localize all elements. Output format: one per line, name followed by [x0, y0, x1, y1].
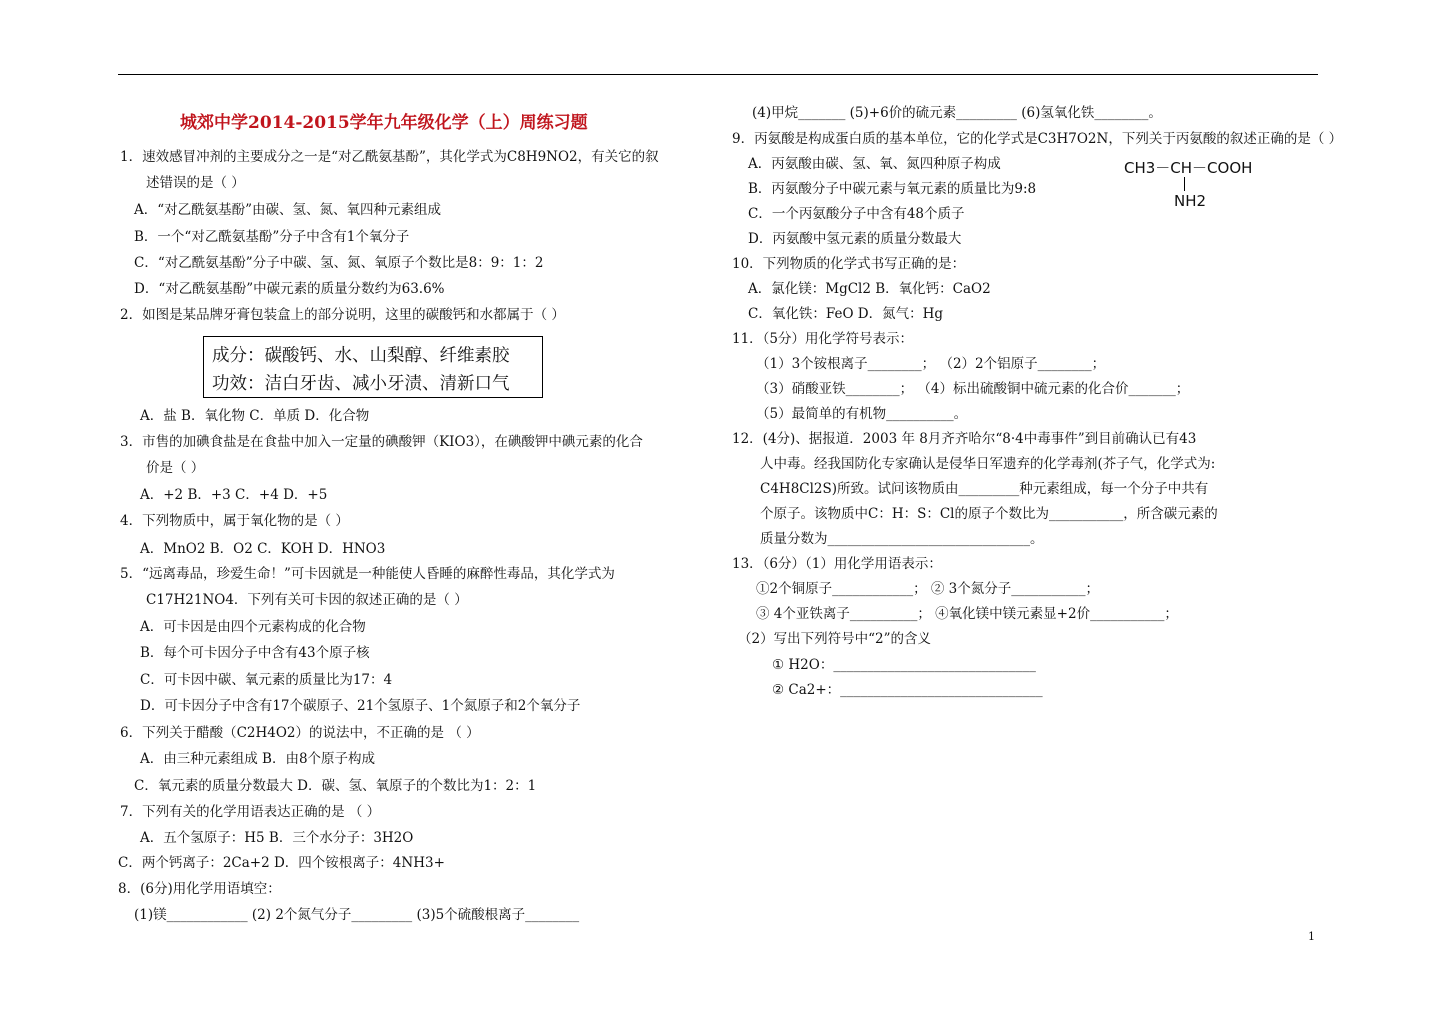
- q1-option-c: C．“对乙酰氨基酚”分子中碳、氢、氮、氧原子个数比是8：9：1：2: [134, 255, 544, 271]
- q6-options-ab: A．由三种元素组成 B．由8个原子构成: [140, 751, 376, 767]
- q5-stem: 5．“远离毒品，珍爱生命！”可卡因就是一种能使人昏睡的麻醉性毒品，其化学式为: [120, 566, 615, 582]
- q10-options-ab: A．氯化镁：MgCl2 B．氧化钙：CaO2: [748, 281, 991, 297]
- alanine-amino-group: NH2: [1174, 192, 1207, 210]
- q13-blanks-2: ③ 4个亚铁离子__________； ④氧化镁中镁元素显+2价___________；: [756, 606, 1178, 622]
- q13-stem: 13．（6分）（1）用化学用语表示：: [732, 556, 942, 572]
- header-rule: [118, 74, 1318, 75]
- q12-line-2: 人中毒。经我国防化专家确认是侵华日军遗弃的化学毒剂(芥子气，化学式为:: [760, 456, 1216, 472]
- q11-stem: 11．（5分）用化学符号表示：: [732, 331, 914, 347]
- q10-stem: 10．下列物质的化学式书写正确的是：: [732, 256, 966, 272]
- alanine-main-chain: CH3－CH－COOH: [1124, 159, 1253, 177]
- q9-option-a: A．丙氨酸由碳、氢、氧、氮四种原子构成: [748, 156, 1001, 172]
- q2-stem: 2．如图是某品牌牙膏包装盒上的部分说明，这里的碳酸钙和水都属于（ ）: [120, 307, 565, 323]
- q11-blanks-3: （5）最简单的有机物__________。: [756, 406, 968, 422]
- q9-option-b: B．丙氨酸分子中碳元素与氧元素的质量比为9:8: [748, 181, 1037, 197]
- q7-stem: 7．下列有关的化学用语表达正确的是 （ ）: [120, 804, 381, 820]
- q1-stem: 1．速效感冒冲剂的主要成分之一是“对乙酰氨基酚”，其化学式为C8H9NO2，有关它的叙: [120, 149, 659, 165]
- q8-stem: 8．(6分)用化学用语填空：: [118, 881, 281, 897]
- q9-option-d: D．丙氨酸中氢元素的质量分数最大: [748, 231, 962, 247]
- q12-stem: 12．(4分)、据报道．2003 年 8月齐齐哈尔“8·4中毒事件”到目前确认已有43: [732, 431, 1197, 447]
- q10-options-cd: C．氧化铁：FeO D．氮气：Hg: [748, 306, 944, 322]
- q1-option-d: D．“对乙酰氨基酚”中碳元素的质量分数约为63.6%: [134, 281, 445, 297]
- q5-option-c: C．可卡因中碳、氧元素的质量比为17：4: [140, 672, 393, 688]
- q8-blanks-2: (4)甲烷_______ (5)+6价的硫元素_________ (6)氢氧化铁________。: [752, 105, 1162, 121]
- q1-stem-cont: 述错误的是（ ）: [146, 175, 245, 191]
- q5-option-d: D．可卡因分子中含有17个碳原子、21个氢原子、1个氮原子和2个氧分子: [140, 698, 581, 714]
- q7-options-cd: C．两个钙离子：2Ca+2 D．四个铵根离子：4NH3+: [118, 855, 445, 871]
- q1-option-a: A．“对乙酰氨基酚”由碳、氢、氮、氧四种元素组成: [134, 202, 442, 218]
- q12-line-3: C4H8Cl2S)所致。试问该物质由_________种元素组成，每一个分子中共有: [760, 481, 1209, 497]
- box-line-effects: 功效：洁白牙齿、减小牙渍、清新口气: [212, 374, 510, 394]
- alanine-structure: [1124, 157, 1253, 210]
- q12-line-4: 个原子。该物质中C：H：S：Cl的原子个数比为___________，所含碳元素的: [760, 506, 1218, 522]
- q13-h2o-blank: ① H2O：______________________________: [772, 657, 1036, 673]
- q12-line-5: 质量分数为______________________________。: [760, 531, 1044, 547]
- q2-options: A．盐 B．氧化物 C．单质 D．化合物: [140, 408, 370, 424]
- q6-stem: 6．下列关于醋酸（C2H4O2）的说法中，不正确的是 （ ）: [120, 725, 480, 741]
- q6-options-cd: C．氧元素的质量分数最大 D．碳、氢、氧原子的个数比为1：2：1: [134, 778, 537, 794]
- q5-option-b: B．每个可卡因分子中含有43个原子核: [140, 645, 370, 661]
- q4-options: A．MnO2 B．O2 C．KOH D．HNO3: [140, 541, 386, 557]
- q1-option-b: B．一个“对乙酰氨基酚”分子中含有1个氧分子: [134, 229, 410, 245]
- q5-option-a: A．可卡因是由四个元素构成的化合物: [140, 619, 366, 635]
- q3-stem-cont: 价是（ ）: [146, 460, 205, 476]
- page-title: 城郊中学2014-2015学年九年级化学（上）周练习题: [180, 113, 588, 133]
- page-number: 1: [1308, 930, 1315, 943]
- q9-stem: 9．丙氨酸是构成蛋白质的基本单位，它的化学式是C3H7O2N，下列关于丙氨酸的叙述正确的是（ ）: [732, 131, 1343, 147]
- q5-stem-cont: C17H21NO4．下列有关可卡因的叙述正确的是（ ）: [146, 592, 468, 608]
- q4-stem: 4．下列物质中，属于氧化物的是（ ）: [120, 513, 349, 529]
- q13-blanks-1: ①2个铜原子____________； ② 3个氮分子___________；: [756, 581, 1100, 597]
- q7-options-ab: A．五个氢原子：H5 B．三个水分子：3H2O: [140, 830, 414, 846]
- q8-blanks-1: (1)镁____________ (2) 2个氮气分子_________ (3)5个硫酸根离子________: [134, 907, 580, 923]
- q13-ca-blank: ② Ca2+：______________________________: [772, 682, 1043, 698]
- q3-stem: 3．市售的加碘食盐是在食盐中加入一定量的碘酸钾（KIO3），在碘酸钾中碘元素的化合: [120, 434, 643, 450]
- q9-option-c: C．一个丙氨酸分子中含有48个质子: [748, 206, 965, 222]
- q13-part2-stem: （2）写出下列符号中“2”的含义: [738, 631, 931, 647]
- box-line-ingredients: 成分：碳酸钙、水、山梨醇、纤维素胶: [212, 346, 510, 366]
- toothpaste-label-box: [203, 336, 543, 398]
- q11-blanks-2: （3）硝酸亚铁________； （4）标出硫酸铜中硫元素的化合价_______；: [756, 381, 1190, 397]
- q3-options: A．+2 B．+3 C．+4 D．+5: [140, 487, 328, 503]
- alanine-bond: [1184, 177, 1185, 191]
- q11-blanks-1: （1）3个铵根离子________； （2）2个铝原子________；: [756, 356, 1106, 372]
